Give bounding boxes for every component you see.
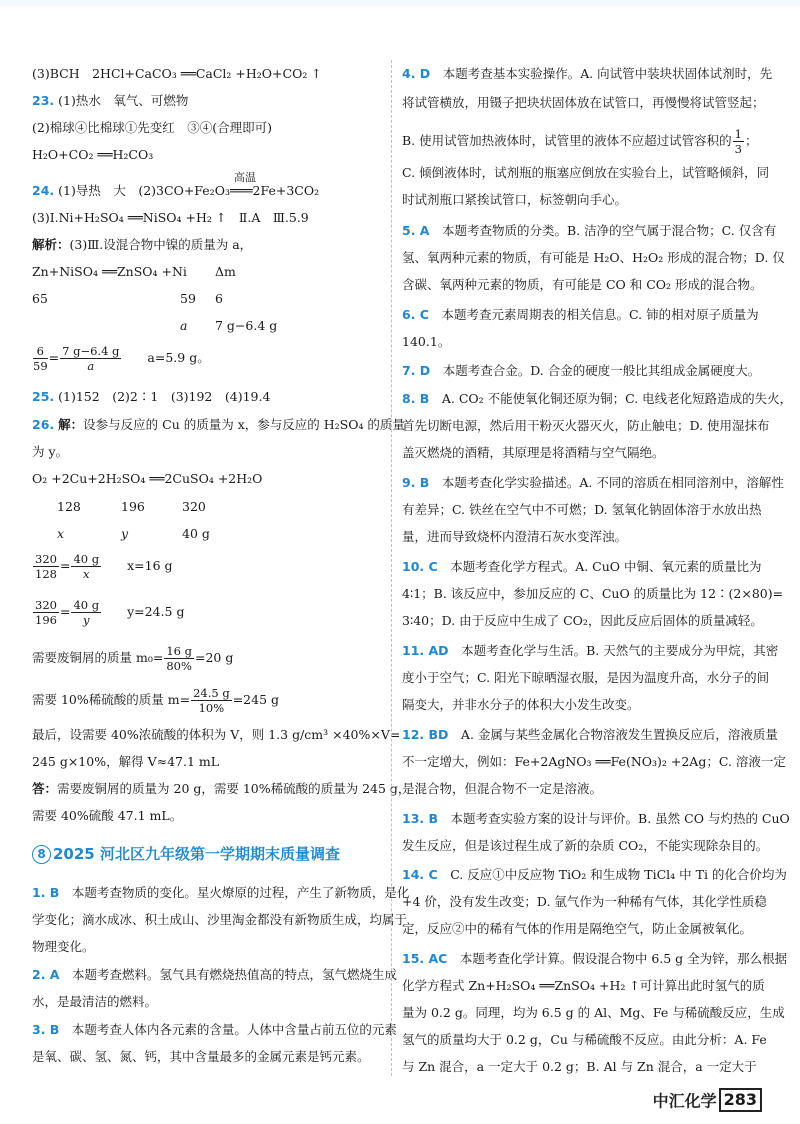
q24-number: 24. (32, 183, 55, 198)
q22-part3: (3)BCH 2HCl+CaCO₃ ══CaCl₂ +H₂O+CO₂ ↑ (32, 66, 322, 81)
r8-line1: 8. B A. CO₂ 不能使氧化铜还原为铜；C. 电线老化短路造成的失火， (402, 391, 793, 406)
q24-line2: (3)Ⅰ.Ni+H₂SO₄ ══NiSO₄ +H₂ ↑ Ⅱ.A Ⅲ.5.9 (32, 210, 309, 225)
s3-line2: 是氧、碳、氢、氮、钙，其中含量最多的金属元素是钙元素。 (32, 1049, 370, 1064)
r5-line2: 氢、氧两种元素的物质，有可能是 H₂O、H₂O₂ 形成的混合物；D. 仅 (402, 250, 785, 265)
q26-answer-2: 需要 40%硫酸 47.1 mL。 (32, 808, 183, 823)
brand-name: 中汇化学 (652, 1091, 717, 1111)
s1-line1: 1. B 本题考查物质的变化。星火燎原的过程，产生了新物质，是化 (32, 885, 410, 900)
r6-number: 6. C (402, 307, 429, 322)
fraction: $\frac{320}{196}$ (35, 598, 57, 627)
r10-line3: 3∶40；D. 由于反应中生成了 CO₂，因此反应后固体的质量减轻。 (402, 613, 763, 628)
r4-number: 4. D (402, 66, 431, 81)
page-footer (653, 1088, 762, 1114)
r4-line2: 将试管横放，用镊子把块状固体放在试管口，再慢慢将试管竖起； (402, 95, 765, 110)
r14-line2: +4 价，没有发生改变；D. 氩气作为一种稀有气体，其化学性质稳 (402, 894, 767, 909)
r11-line2: 度小于空气；C. 阳光下晾晒湿衣服，是因为温度升高，水分子的间 (402, 670, 770, 685)
q26-equation: O₂ +2Cu+2H₂SO₄ ══2CuSO₄ +2H₂O (32, 471, 263, 486)
r10-line2: 4∶1；B. 该反应中，参加反应的 C、CuO 的质量比为 12∶(2×80)= (402, 586, 784, 601)
column-divider (391, 60, 392, 1076)
r11-line3: 隔变大，并非水分子的体积大小发生改变。 (402, 697, 640, 712)
r15-number: 15. AC (402, 951, 448, 966)
r14-line3: 定，反应②中的稀有气体的作用是隔绝空气，防止金属被氧化。 (402, 921, 753, 936)
s2-line1: 2. A 本题考查燃料。氢气具有燃烧热值高的特点，氢气燃烧生成 (32, 967, 398, 982)
q25: 25. (1)152 (2)2∶1 (3)192 (4)19.4 (32, 389, 271, 404)
q24-line1: 24. (1)导热 大 (2)3CO+Fe₂O₃ 高温 ═══2Fe+3CO₂ (32, 171, 320, 198)
r5-line3: 含碳、氧两种元素的物质，有可能是 CO 和 CO₂ 形成的混合物。 (402, 277, 763, 292)
q26-volume-2: 245 g×10%，解得 V≈47.1 mL (32, 754, 220, 769)
r7-number: 7. D (402, 363, 431, 378)
r13-line2: 发生反应，但是该过程生成了新的杂质 CO₂，不能实现除杂目的。 (402, 838, 769, 853)
fraction: $\frac{16 g}{80\%}$ (166, 644, 192, 673)
fraction: $\frac{24.5 g}{10\%}$ (193, 686, 230, 715)
r9-line3: 量，进而导致烧杯内澄清石灰水变浑浊。 (402, 529, 628, 544)
r6-line2: 140.1。 (402, 334, 451, 349)
r13-number: 13. B (402, 811, 439, 826)
s3-number: 3. B (32, 1022, 60, 1037)
q24-ratio-row1: 65 59 6 (32, 291, 223, 306)
section-heading: 8 2025 河北区九年级第一学期期末质量调查 (32, 843, 384, 865)
r8-line3: 盖灭燃烧的酒精，其原理是将酒精与空气隔绝。 (402, 445, 665, 460)
r5-line1: 5. A 本题考查物质的分类。B. 洁净的空气属于混合物；C. 仅含有 (402, 223, 777, 238)
q26-number: 26. (32, 417, 55, 432)
r9-line1: 9. B 本题考查化学实验描述。A. 不同的溶质在相同溶剂中，溶解性 (402, 475, 784, 490)
r8-line2: 首先切断电源，然后用干粉灭火器灭火，防止触电；D. 使用湿抹布 (402, 418, 770, 433)
r15-line1: 15. AC 本题考查化学计算。假设混合物中 6.5 g 全为锌，那么根据 (402, 951, 788, 966)
q25-number: 25. (32, 389, 55, 404)
q23-number: 23. (32, 93, 55, 108)
s1-line3: 物理变化。 (32, 939, 95, 954)
q23-line2: (2)棉球④比棉球①先变红 ③④(合理即可) (32, 120, 272, 135)
q23-line3: H₂O+CO₂ ══H₂CO₃ (32, 147, 154, 162)
q26-dilute-acid: 需要 10%稀硫酸的质量 m= $\frac{24.5 g}{10\%}$ =245 g (32, 686, 279, 715)
fraction: $\frac{6}{59}$ (33, 344, 48, 373)
r5-number: 5. A (402, 223, 430, 238)
q26-proportion-y: $\frac{320}{196}$ = $\frac{40 g}{y}$ y=24.5 g (35, 598, 185, 627)
r7: 7. D 本题考查合金。D. 合金的硬度一般比其组成金属硬度大。 (402, 363, 761, 378)
r12-number: 12. BD (402, 727, 449, 742)
top-edge (0, 0, 800, 6)
page-number: 283 (719, 1088, 762, 1112)
q26-proportion-x: $\frac{320}{128}$ = $\frac{40 g}{x}$ x=16 g (35, 552, 173, 581)
r10-number: 10. C (402, 559, 438, 574)
q24-equation: Zn+NiSO₄ ══ZnSO₄ +Ni Δm (32, 264, 236, 279)
r9-line2: 有差异；C. 铁丝在空气中不可燃；D. 氢氧化钠固体溶于水放出热 (402, 502, 762, 517)
circled-number: 8 (32, 845, 51, 864)
r11-line1: 11. AD 本题考查化学与生活。B. 天然气的主要成分为甲烷，其密 (402, 643, 779, 658)
s3-line1: 3. B 本题考查人体内各元素的含量。人体中含量占前五位的元素 (32, 1022, 397, 1037)
r15-line2: 化学方程式 Zn+H₂SO₄ ══ZnSO₄ +H₂ ↑可计算出此时氢气的质 (402, 978, 765, 993)
reaction-condition: 高温 ═══ (229, 171, 256, 198)
q26-scrap-copper: 需要废铜屑的质量 m₀= $\frac{16 g}{80\%}$ =20 g (32, 644, 234, 673)
r4-line1: 4. D 本题考查基本实验操作。A. 向试管中装块状固体试剂时，先 (402, 66, 773, 81)
r12-line2: 不一定增大，例如：Fe+2AgNO₃ ══Fe(NO₃)₂ +2Ag；C. 溶液一定 (402, 754, 786, 769)
q23-line1: 23. (1)热水 氧气、可燃物 (32, 93, 189, 108)
q24-analysis: 解析：(3)Ⅲ.设混合物中镍的质量为 a， (32, 237, 253, 252)
s2-line2: 水，是最清洁的燃料。 (32, 994, 158, 1009)
q24-proportion: $\frac{6}{59}$ = $\frac{7 g-6.4 g}{a}$ a=5.9 g。 (33, 344, 210, 373)
s2-number: 2. A (32, 967, 60, 982)
fraction: $\frac{7 g-6.4 g}{a}$ (62, 344, 120, 373)
r4-line5: 时试剂瓶口紧挨试管口，标签朝向手心。 (402, 192, 628, 207)
r12-line1: 12. BD A. 金属与某些金属化合物溶液发生置换反应后，溶液质量 (402, 727, 778, 742)
r14-line1: 14. C C. 反应①中反应物 TiO₂ 和生成物 TiCl₄ 中 Ti 的化合价均为 (402, 867, 787, 882)
r6-line1: 6. C 本题考查元素周期表的相关信息。C. 铈的相对原子质量为 (402, 307, 759, 322)
q26-line2: 为 y。 (32, 444, 69, 459)
r4-line4: C. 倾倒液体时，试剂瓶的瓶塞应倒放在实验台上，试管略倾斜，同 (402, 165, 770, 180)
q26-line1: 26. 解：设参与反应的 Cu 的质量为 x，参与反应的 H₂SO₄ 的质量 (32, 417, 405, 432)
fraction: $\frac{40 g}{y}$ (73, 598, 100, 627)
s1-line2: 学变化；滴水成冰、积土成山、沙里淘金都没有新物质生成，均属于 (32, 912, 408, 927)
r12-line3: 是混合物，但混合物不一定是溶液。 (402, 781, 603, 796)
r10-line1: 10. C 本题考查化学方程式。A. CuO 中铜、氧元素的质量比为 (402, 559, 762, 574)
fraction: $\frac{1}{3}$ (734, 127, 742, 156)
r15-line4: 氢气的质量均大于 0.2 g，Cu 与稀硫酸不反应。由此分析：A. Fe (402, 1032, 767, 1047)
r9-number: 9. B (402, 475, 430, 490)
fraction: $\frac{320}{128}$ (35, 552, 57, 581)
q26-answer-1: 答：需要废铜屑的质量为 20 g，需要 10%稀硫酸的质量为 245 g， (32, 781, 411, 796)
q26-volume-1: 最后，设需要 40%浓硫酸的体积为 V，则 1.3 g/cm³ ×40%×V= (32, 727, 401, 742)
r4-line3: B. 使用试管加热液体时，试管里的液体不应超过试管容积的 $\frac{1}{3}$ ； (402, 127, 758, 156)
r14-number: 14. C (402, 867, 438, 882)
r15-line3: 量为 0.2 g。同理，均为 6.5 g 的 Al、Mg、Fe 与稀硫酸反应，生成 (402, 1005, 785, 1020)
r15-line5: 与 Zn 混合，a 一定大于 0.2 g；B. Al 与 Zn 混合，a 一定大于 (402, 1059, 757, 1074)
s1-number: 1. B (32, 885, 60, 900)
r11-number: 11. AD (402, 643, 449, 658)
r8-number: 8. B (402, 391, 430, 406)
fraction: $\frac{40 g}{x}$ (73, 552, 100, 581)
r13-line1: 13. B 本题考查实验方案的设计与评价。B. 虽然 CO 与灼热的 CuO (402, 811, 790, 826)
